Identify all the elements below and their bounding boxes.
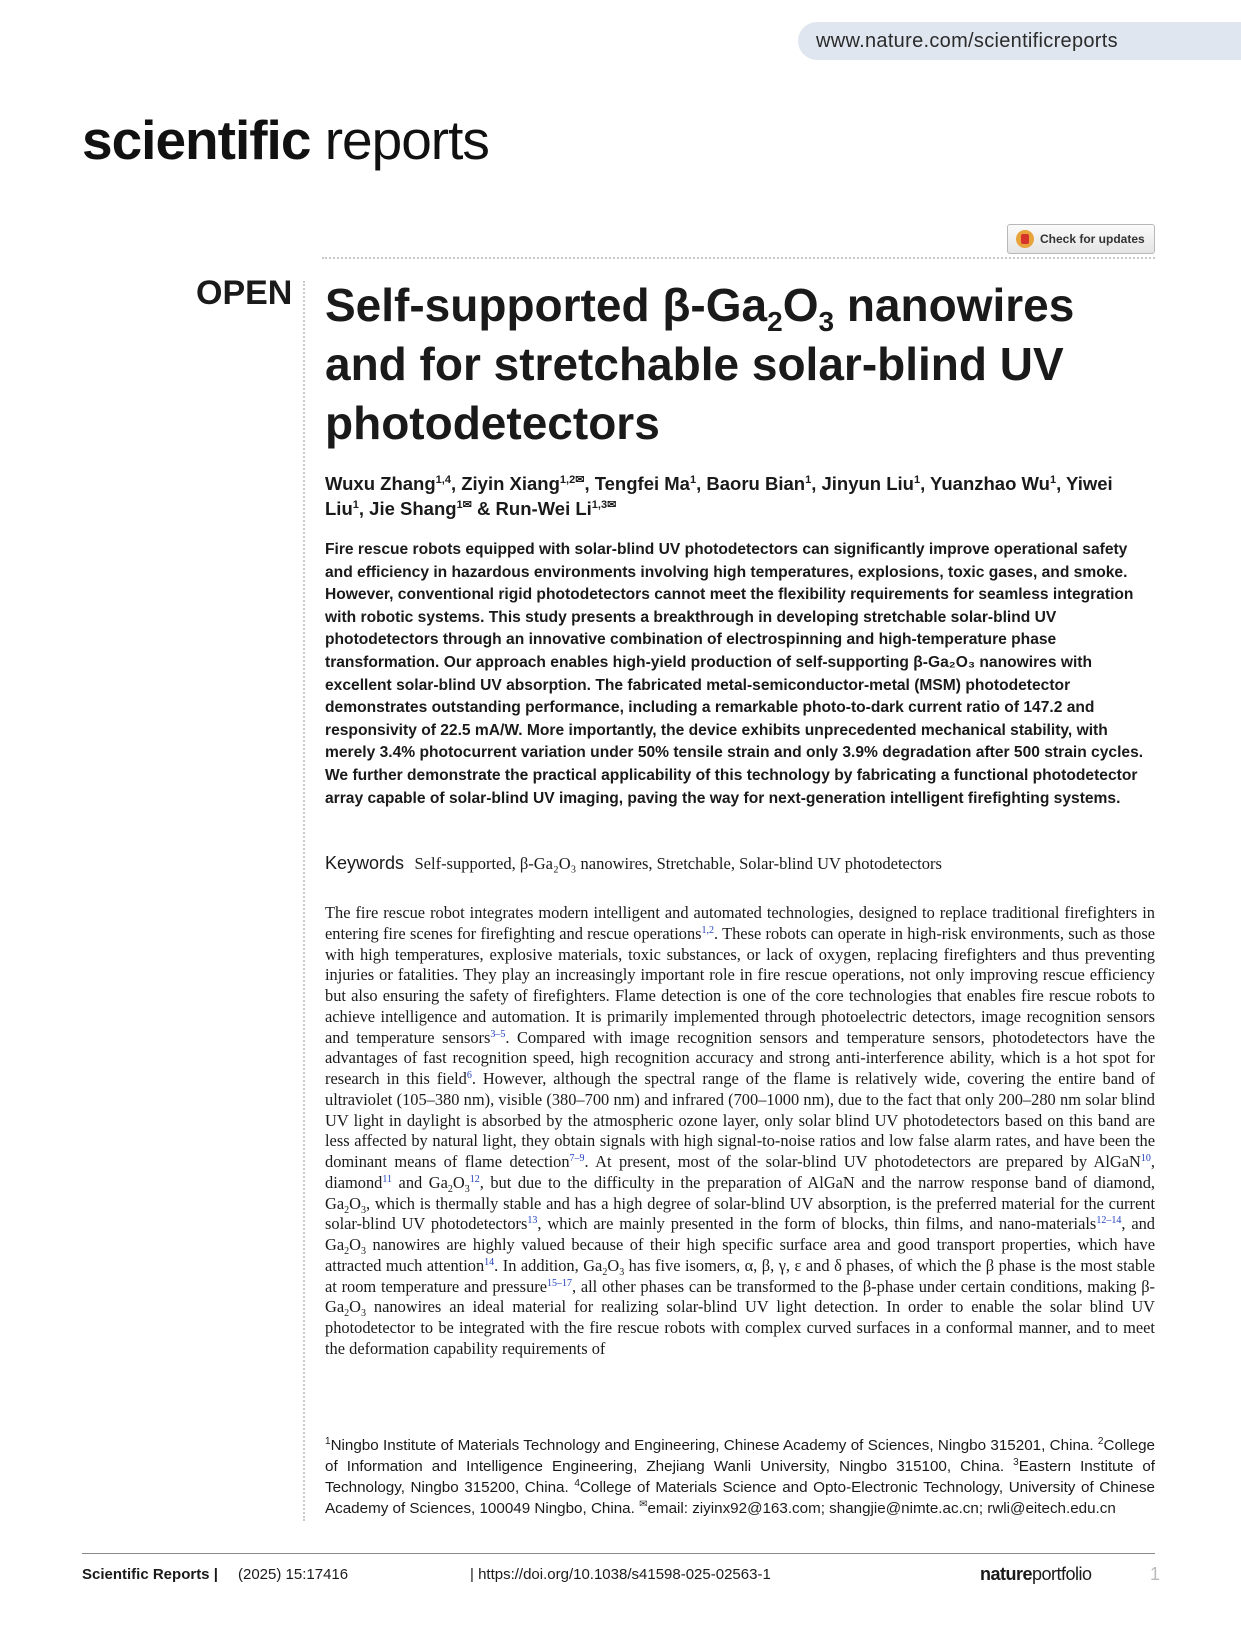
- author-name[interactable]: Baoru Bian: [706, 473, 806, 494]
- body-text-run: , but due to the difficulty in the preparation of AlGaN and the narrow response band of diamond, Ga: [325, 1172, 1155, 1213]
- subscript: 2: [344, 1308, 350, 1320]
- author-separator: ,: [584, 473, 595, 494]
- keywords: [325, 852, 1155, 876]
- affiliation-number: 2: [1097, 1436, 1104, 1447]
- author-separator: ,: [358, 498, 370, 519]
- body-text-run: O: [607, 1255, 620, 1275]
- body-text-run: . However, although the spectral range of the flame is relatively wide, covering the entire band of ultraviolet (105–380 nm), visible (380–700 nm) and infrared (700–1000 nm), due to the fact that only 200–280 nm solar blind UV light in daylight is absorbed by the atmospheric ozone layer, only solar blind UV photodetectors based on this band are less affected by natural light, they obtain signals with high signal-to-noise ratios and low false alarm rates, and have been the dominant means of flame detection: [325, 1069, 1155, 1171]
- affiliation-number: 3: [1013, 1457, 1019, 1468]
- author-separator: ,: [450, 473, 462, 494]
- body-text-run: , diamond: [325, 1152, 1155, 1192]
- author-affiliation-marker: 1,4: [435, 474, 451, 486]
- author-separator: ,: [811, 473, 822, 494]
- body-text-run: , and Ga: [325, 1214, 1155, 1254]
- author-affiliation-marker: 1: [352, 499, 359, 511]
- body-text-run: , which is thermally stable and has a high degree of solar-blind UV absorption, is the preferred material for the current solar-blind UV photodetectors: [325, 1193, 1155, 1234]
- affiliation-text: email: ziyinx92@163.com; shangjie@nimte.ac.cn; rwli@eitech.edu.cn: [647, 1500, 1116, 1517]
- citation-link[interactable]: 12: [469, 1173, 480, 1185]
- author-name[interactable]: Run-Wei Li: [495, 498, 592, 519]
- title-oxygen: O: [782, 279, 819, 331]
- subscript: 2: [344, 1204, 350, 1216]
- body-text-run: . Compared with image recognition sensors and temperature sensors, photodetectors have the advantages of fast recognition speed, high recognition accuracy and strong anti-interference ability, which is a hot spot for research in this field: [325, 1027, 1155, 1088]
- citation-link[interactable]: 1,2: [701, 924, 715, 936]
- subscript: 2: [602, 1266, 608, 1278]
- body-paragraph: [325, 903, 1155, 1360]
- abstract: Fire rescue robots equipped with solar-blind UV photodetectors can significantly improve operational safety and efficiency in hazardous environments involving high temperatures, explosions, toxic gases, and smoke. However, conventional rigid photodetectors cannot meet the flexibility requirements for seamless integration with robotic systems. This study presents a breakthrough in developing stretchable solar-blind UV photodetectors through an innovative combination of electrospinning and high-temperature phase transformation. Our approach enables high-yield production of self-supporting β-Ga₂O₃ nanowires with excellent solar-blind UV absorption. The fabricated metal-semiconductor-metal (MSM) photodetector demonstrates outstanding performance, including a remarkable photo-to-dark current ratio of 147.2 and responsivity of 22.5 mA/W. More importantly, the device exhibits unprecedented mechanical stability, with merely 3.4% photocurrent variation under 50% tensile strain and only 3.9% degradation after 500 strain cycles. We further demonstrate the practical applicability of this technology by fabricating a functional photodetector array capable of solar-blind UV imaging, paving the way for next-generation intelligent firefighting systems.: [325, 541, 1144, 807]
- nature-portfolio-logo: [980, 1564, 1092, 1585]
- keywords-list: Self-supported, β-Ga₂O₃ nanowires, Stretchable, Solar-blind UV photodetectors: [414, 854, 942, 873]
- article-title: [325, 276, 1165, 453]
- body-text-run: O: [349, 1297, 361, 1317]
- body-text-run: . These robots can operate in high-risk environments, such as those with high temperatures, explosive materials, toxic substances, or lack of oxygen, replacing firefighters and thus preventing injuries or fatalities. They play an increasingly important role in fire rescue operations, not only improving rescue efficiency but also ensuring the safety of firefighters. Flame detection is one of the core technologies that enables fire rescue robots to achieve intelligence and automation. It is primarily implemented through photoelectric detectors, image recognition sensors and temperature sensors: [325, 923, 1155, 1047]
- subscript: 3: [464, 1183, 470, 1195]
- affiliation-number: 4: [574, 1478, 580, 1489]
- body-text-run: and Ga: [392, 1172, 448, 1192]
- body-text-run: , which are mainly presented in the form of blocks, thin films, and nano-materials: [537, 1214, 1097, 1234]
- page-number: 1: [1150, 1564, 1161, 1584]
- footer-journal: Scientific Reports |: [82, 1566, 218, 1583]
- subscript: 3: [619, 1266, 625, 1278]
- author-affiliation-marker: 1,3✉: [591, 499, 617, 511]
- subscript: 3: [360, 1308, 366, 1320]
- portfolio-light: portfolio: [1032, 1564, 1092, 1584]
- author-name[interactable]: Yiwei Liu: [325, 473, 1113, 519]
- footer-year-volume: (2025) 15:17416: [238, 1566, 349, 1583]
- author-name[interactable]: Tengfei Ma: [594, 473, 690, 494]
- affiliation-text: Eastern Institute of Technology, Ningbo 315200, China.: [325, 1458, 1155, 1496]
- citation-link[interactable]: 6: [466, 1070, 472, 1081]
- citation-link[interactable]: 10: [1140, 1153, 1151, 1164]
- footer-divider: [82, 1553, 1155, 1554]
- check-updates-label: Check for updates: [1040, 232, 1145, 246]
- title-part2: nanowires and for stretchable solar-blind UV photodetectors: [325, 279, 1075, 449]
- subscript: 3: [360, 1246, 366, 1257]
- body-text-run: O: [452, 1172, 465, 1192]
- author-name[interactable]: Jie Shang: [369, 498, 457, 519]
- body-text-run: nanowires are highly valued because of their high specific surface area and good transport properties, which have attracted much attention: [325, 1235, 1155, 1275]
- body-text-run: The fire rescue robot integrates modern intelligent and automated technologies, designed to replace traditional firefighters in entering fire scenes for firefighting and rescue operations: [325, 903, 1155, 943]
- author-separator: ,: [696, 473, 707, 494]
- title-subscript-2: 2: [767, 306, 783, 337]
- affiliation-text: College of Information and Intelligence Engineering, Zhejiang Wanli University, Ningbo 315100, China.: [325, 1437, 1155, 1475]
- citation-link[interactable]: 14: [484, 1256, 495, 1268]
- open-access-label: OPEN: [196, 274, 293, 312]
- logo-light: reports: [310, 109, 489, 171]
- portfolio-bold: nature: [980, 1564, 1033, 1584]
- author-separator: &: [471, 498, 496, 519]
- body-text-run: . At present, most of the solar-blind UV photodetectors are prepared by AlGaN: [584, 1152, 1141, 1171]
- citation-link[interactable]: 12–14: [1096, 1215, 1122, 1227]
- footer-doi-link[interactable]: | https://doi.org/10.1038/s41598-025-02563-1: [470, 1566, 771, 1583]
- journal-url[interactable]: www.nature.com/scientificreports: [798, 22, 1241, 60]
- author-affiliation-marker: 1: [1049, 474, 1057, 486]
- author-name[interactable]: Yuanzhao Wu: [930, 473, 1050, 494]
- journal-logo: [82, 110, 489, 170]
- citation-link[interactable]: 15–17: [547, 1277, 572, 1289]
- author-affiliation-marker: 1: [689, 474, 697, 486]
- page-footer: [82, 1566, 1172, 1590]
- title-subscript-3: 3: [818, 306, 835, 337]
- author-affiliation-marker: 1,2✉: [559, 474, 585, 486]
- body-text-run: nanowires an ideal material for realizing solar-blind UV light detection. In order to enable the solar blind UV photodetector to be integrated with the fire rescue robots with complex curved surfaces in a conformal manner, and to meet the deformation capability requirements of: [325, 1297, 1155, 1358]
- subscript: 3: [360, 1204, 366, 1216]
- subscript: 2: [447, 1183, 453, 1195]
- dotted-divider: [322, 257, 1155, 259]
- keywords-label: Keywords: [325, 853, 405, 873]
- author-affiliation-marker: 1: [805, 474, 812, 486]
- body-text-run: O: [349, 1235, 361, 1254]
- author-name[interactable]: Wuxu Zhang: [325, 473, 436, 494]
- citation-link[interactable]: 13: [527, 1215, 538, 1227]
- author-affiliation-marker: 1✉: [456, 499, 472, 511]
- subscript: 2: [344, 1246, 350, 1257]
- body-text-run: . In addition, Ga: [494, 1255, 603, 1275]
- author-name[interactable]: Ziyin Xiang: [461, 473, 560, 494]
- body-text-run: has five isomers, α, β, γ, ε and δ phases, of which the β phase is the most stable at room temperature and pressure: [325, 1255, 1155, 1296]
- author-separator: ,: [1056, 473, 1067, 494]
- affiliation-number: 1: [325, 1436, 331, 1447]
- author-affiliation-marker: 1: [913, 474, 921, 486]
- citation-link[interactable]: 11: [382, 1173, 392, 1185]
- affiliations: [325, 1435, 1155, 1519]
- body-text-run: , all other phases can be transformed to the β-phase under certain conditions, making β-Ga: [325, 1276, 1155, 1317]
- crossmark-icon: [1016, 230, 1034, 248]
- affiliation-number: ✉: [639, 1499, 648, 1510]
- body-text-run: O: [349, 1193, 361, 1213]
- check-for-updates-button[interactable]: [1007, 224, 1155, 254]
- title-part1: Self-supported β-Ga: [325, 279, 768, 331]
- author-list: [325, 471, 1155, 521]
- logo-bold: scientific: [82, 109, 311, 171]
- affiliation-text: College of Materials Science and Opto-Electronic Technology, University of Chinese Academy of Sciences, 100049 Ningbo, China.: [325, 1479, 1156, 1517]
- author-separator: ,: [920, 473, 931, 494]
- author-name[interactable]: Jinyun Liu: [821, 473, 914, 494]
- citation-link[interactable]: 7–9: [569, 1153, 585, 1164]
- dotted-vertical-divider: [303, 281, 305, 1521]
- affiliation-text: Ningbo Institute of Materials Technology and Engineering, Chinese Academy of Sciences, Ningbo 315201, China.: [330, 1437, 1098, 1454]
- citation-link[interactable]: 3–5: [490, 1028, 506, 1040]
